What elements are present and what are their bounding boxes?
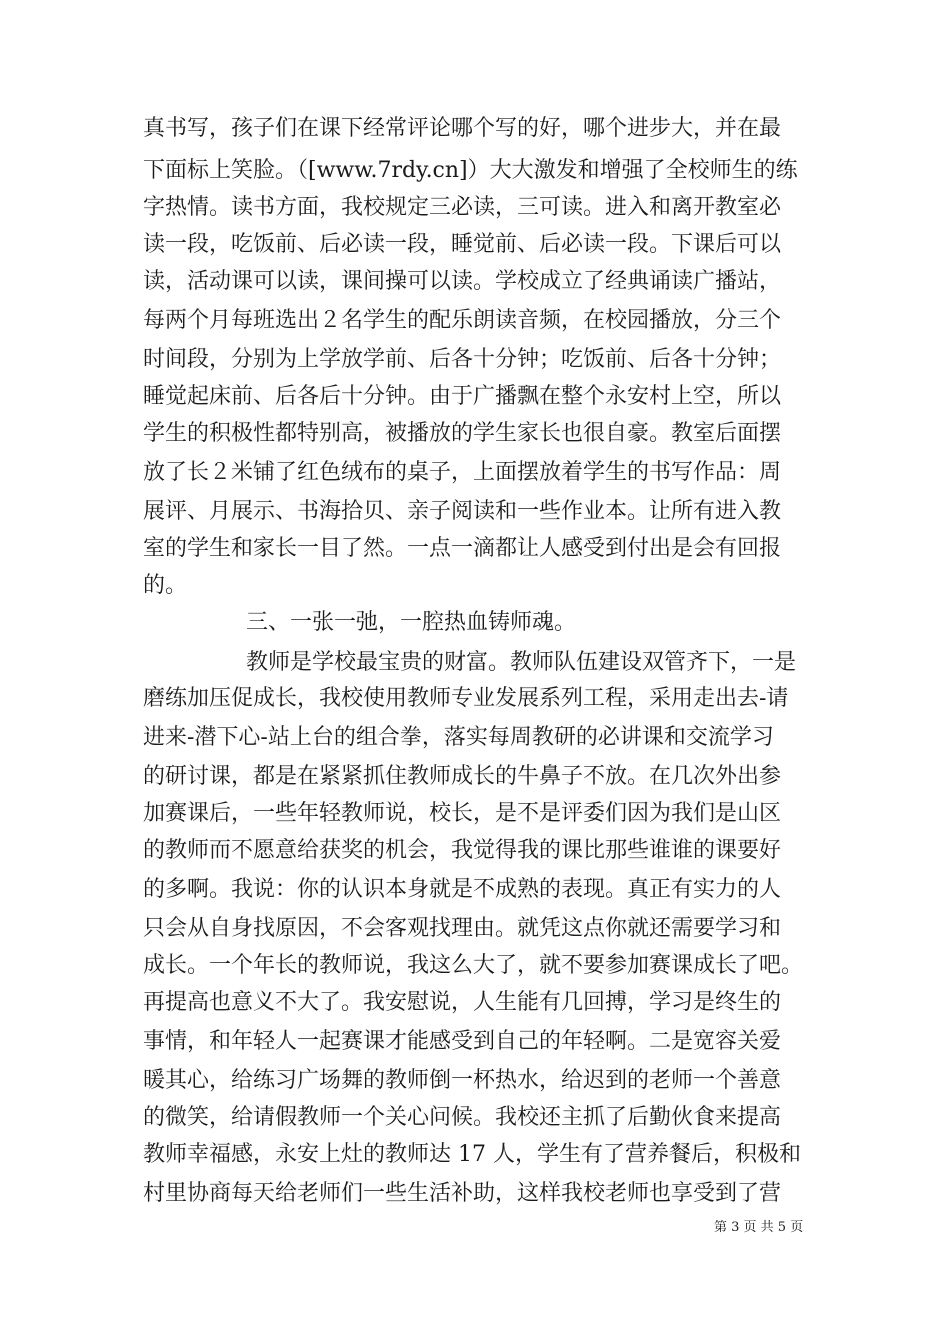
paragraph-line: 时间段，分别为上学放学前、后各十分钟；吃饭前、后各十分钟；: [143, 347, 782, 372]
paragraph-line: 成长。一个年长的教师说，我这么大了，就不要参加赛课成长了吧。: [143, 953, 804, 978]
paragraph-line: 真书写，孩子们在课下经常评论哪个写的好，哪个进步大，并在最: [143, 116, 782, 141]
section-heading: 三、一张一弛，一腔热血铸师魂。: [246, 610, 577, 635]
paragraph-line: 的研讨课，都是在紧紧抓住教师成长的牛鼻子不放。在几次外出参: [143, 764, 782, 789]
paragraph-line: 读，活动课可以读，课间操可以读。学校成立了经典诵读广播站，: [143, 269, 782, 294]
paragraph-line: 学生的积极性都特别高，被播放的学生家长也很自豪。教室后面摆: [143, 421, 782, 446]
paragraph-line: 再提高也意义不大了。我安慰说，人生能有几回搏，学习是终生的: [143, 990, 782, 1015]
paragraph-line: 的微笑，给请假教师一个关心问候。我校还主抓了后勤伙食来提高: [143, 1105, 782, 1130]
paragraph-line: 的教师而不愿意给获奖的机会，我觉得我的课比那些谁谁的课要好: [143, 838, 782, 863]
paragraph-line: 事情，和年轻人一起赛课才能感受到自己的年轻啊。二是宽容关爱: [143, 1029, 782, 1054]
paragraph-line: 加赛课后，一些年轻教师说，校长，是不是评委们因为我们是山区: [143, 801, 782, 826]
paragraph-line: 每两个月每班选出２名学生的配乐朗读音频，在校园播放，分三个: [143, 308, 782, 333]
paragraph-line: 暖其心，给练习广场舞的教师倒一杯热水，给迟到的老师一个善意: [143, 1068, 782, 1093]
paragraph-line: 放了长２米铺了红色绒布的桌子，上面摆放着学生的书写作品：周: [143, 460, 782, 485]
paragraph-line: 教师幸福感，永安上灶的教师达 17 人，学生有了营养餐后，积极和: [143, 1142, 801, 1167]
paragraph-line: 只会从自身找原因，不会客观找理由。就凭这点你就还需要学习和: [143, 916, 782, 941]
paragraph-line: 村里协商每天给老师们一些生活补助，这样我校老师也享受到了营: [143, 1181, 782, 1206]
paragraph-line: 的。: [143, 573, 188, 598]
paragraph-line: 读一段，吃饭前、后必读一段，睡觉前、后必读一段。下课后可以: [143, 232, 782, 257]
paragraph-line: 进来-潜下心-站上台的组合拳，落实每周教研的必讲课和交流学习: [143, 725, 774, 750]
paragraph-line: 展评、月展示、书海拾贝、亲子阅读和一些作业本。让所有进入教: [143, 499, 782, 524]
paragraph-line: 的多啊。我说：你的认识本身就是不成熟的表现。真正有实力的人: [143, 877, 782, 902]
paragraph-line: 教师是学校最宝贵的财富。教师队伍建设双管齐下，一是: [246, 650, 797, 675]
page-number: 第 3 页 共 5 页: [714, 1220, 804, 1235]
paragraph-line: 睡觉起床前、后各后十分钟。由于广播飘在整个永安村上空，所以: [143, 384, 782, 409]
paragraph-line: 磨练加压促成长，我校使用教师专业发展系列工程，采用走出去-请: [143, 686, 789, 711]
paragraph-line: 字热情。读书方面，我校规定三必读，三可读。进入和离开教室必: [143, 195, 782, 220]
paragraph-line: 下面标上笑脸。（[www.7rdy.cn]）大大激发和增强了全校师生的练: [143, 158, 798, 183]
paragraph-line: 室的学生和家长一目了然。一点一滴都让人感受到付出是会有回报: [143, 536, 782, 561]
